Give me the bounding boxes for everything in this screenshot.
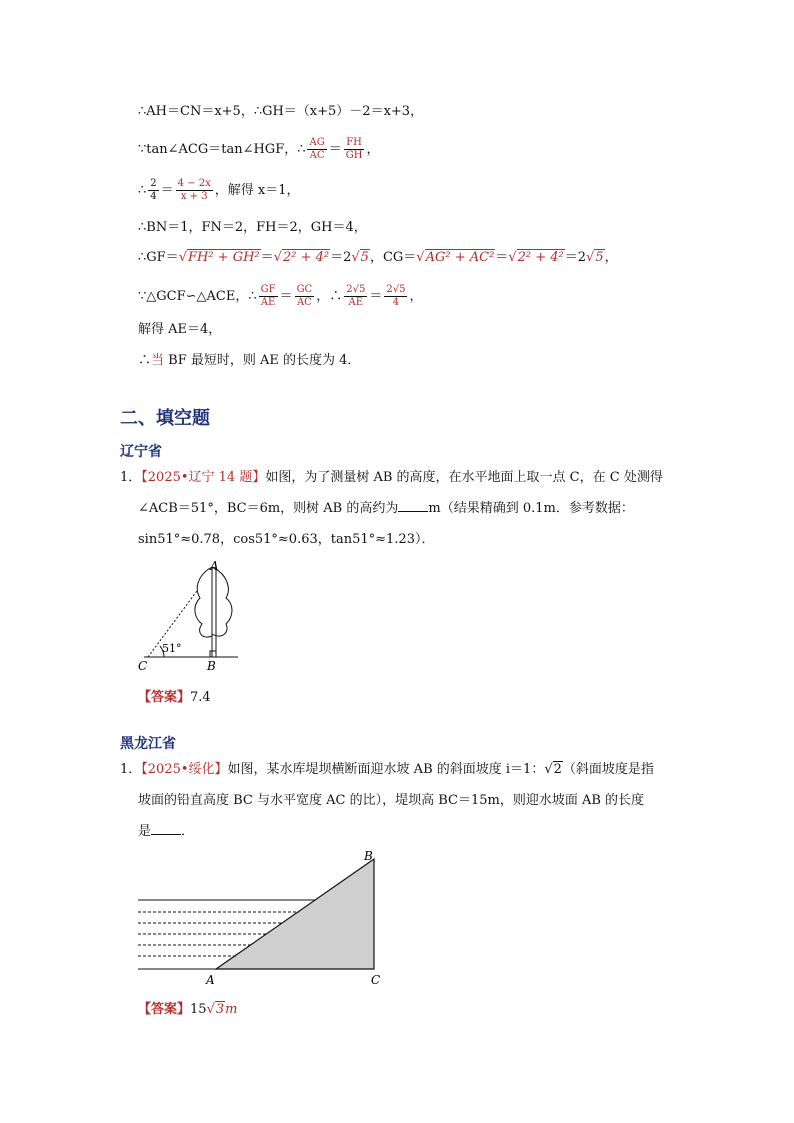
solution-line-7: 解得 AE＝4， <box>138 322 222 337</box>
question-text: 坡面的铅直高度 BC 与水平宽度 AC 的比），堤坝高 BC＝15m，则迎水坡面 AB 的长度 <box>138 793 645 808</box>
when-text: 当 <box>151 353 165 368</box>
denominator: AC <box>296 297 312 308</box>
question-2 <box>120 754 680 847</box>
line2-text: ∵tan∠ACG＝tan∠HGF，∴ <box>138 142 306 157</box>
numerator: 2√5 <box>386 284 406 295</box>
answer-blank <box>151 822 181 835</box>
sqrt-expression: 5 <box>360 250 369 265</box>
section-title: 二、填空题 <box>120 408 210 429</box>
solution-line-2 <box>138 137 379 162</box>
denominator: AE <box>260 297 276 308</box>
denominator: AE <box>348 297 364 308</box>
province-heading: 黑龙江省 <box>120 736 176 752</box>
fraction <box>148 178 158 203</box>
therefore: ∴ <box>138 353 152 368</box>
cg-label: ，CG＝ <box>369 250 417 265</box>
solution-line-5: ∴GF＝√FH² + GH²＝√2² + 4²＝2√5，CG＝√AG² + AC²＝√2² + 4²＝2√5， <box>138 250 618 265</box>
comma: ， <box>604 250 618 265</box>
denominator: GH <box>345 150 363 161</box>
sqrt-expression: 5 <box>595 250 604 265</box>
coefficient: ＝2 <box>564 250 587 265</box>
similar-text: ∵△GCF∽△ACE，∴ <box>138 289 257 304</box>
question-number: 1． <box>120 470 142 485</box>
answer-1 <box>138 686 211 705</box>
question-text: （斜面坡度是指 <box>562 762 654 777</box>
denominator: 4 <box>150 191 157 202</box>
fraction <box>344 284 367 309</box>
question-line <box>120 785 680 816</box>
right-angle-mark <box>210 651 216 657</box>
sqrt-expression: FH² + GH² <box>187 250 260 265</box>
question-line <box>120 493 680 524</box>
therefore: ∴ <box>138 183 147 198</box>
question-text: m（结果精确到 0.1m．参考数据： <box>428 501 634 516</box>
sqrt-value: 2 <box>553 762 562 777</box>
solution-line-8 <box>138 351 360 371</box>
question-text: 是 <box>138 824 152 839</box>
fraction <box>176 178 213 203</box>
question-text: 如图，某水库堤坝横断面迎水坡 AB 的斜面坡度 i＝1： <box>227 762 545 777</box>
question-text: ． <box>181 824 195 839</box>
point-label-c: C <box>138 659 148 673</box>
question-text: ∠ACB＝51°，BC＝6m，则树 AB 的高约为 <box>138 501 399 516</box>
answer-2: 【答案】15√3m <box>138 1002 238 1017</box>
question-text: sin51°≈0.78，cos51°≈0.63，tan51°≈1.23）． <box>138 532 435 547</box>
sqrt-expression: 2² + 4² <box>282 250 330 265</box>
answer-value: 7.4 <box>190 690 211 705</box>
gf-label: ∴GF＝ <box>138 250 179 265</box>
answer-blank <box>398 499 428 512</box>
line3-end: ，解得 x＝1， <box>214 183 300 198</box>
denominator: AC <box>309 150 325 161</box>
equals: ＝ <box>279 289 293 304</box>
angle-label: 51° <box>162 642 182 655</box>
question-line <box>120 816 680 847</box>
numerator: 2 <box>150 178 157 189</box>
question-line: 1．【2025•绥化】如图，某水库堤坝横断面迎水坡 AB 的斜面坡度 i＝1：√2（斜面坡度是指 <box>120 762 654 777</box>
fraction <box>307 137 326 162</box>
numerator: GC <box>296 284 313 295</box>
dam-slope-shape <box>216 859 374 969</box>
equals: ＝ <box>160 183 174 198</box>
sqrt-expression: AG² + AC² <box>425 250 495 265</box>
point-label-c: C <box>371 973 381 987</box>
fraction <box>295 284 315 309</box>
question-line <box>120 462 680 493</box>
question-1 <box>120 462 680 555</box>
answer-value: 15 <box>190 1002 207 1017</box>
point-label-b: B <box>364 849 373 863</box>
province-heading: 辽宁省 <box>120 444 162 460</box>
fraction <box>344 137 365 162</box>
answer-label: 【答案】 <box>138 1002 191 1017</box>
question-text: 如图，为了测量树 AB 的高度，在水平地面上取一点 C，在 C 处测得 <box>265 470 663 485</box>
conclusion-text: BF 最短时，则 AE 的长度为 4． <box>164 353 361 368</box>
question-source-tag: 【2025•绥化】 <box>141 762 228 777</box>
equals: ＝ <box>369 289 383 304</box>
point-label-a: A <box>210 559 219 573</box>
equals: ＝ <box>260 250 274 265</box>
numerator: FH <box>344 137 365 150</box>
question-source-tag: 【2025•辽宁 14 题】 <box>141 470 266 485</box>
numerator: AG <box>309 137 325 148</box>
denominator: x + 3 <box>180 191 208 202</box>
therefore: ，∴ <box>316 289 343 304</box>
equals: ＝ <box>328 142 342 157</box>
answer-unit: m <box>225 1002 238 1017</box>
solution-line-6 <box>138 284 422 309</box>
point-label-b: B <box>207 659 216 673</box>
question-line <box>120 524 680 555</box>
coefficient: ＝2 <box>330 250 352 265</box>
sqrt-expression: 2² + 4² <box>517 250 564 265</box>
question-number: 1． <box>120 762 142 777</box>
fraction <box>384 284 407 309</box>
equals: ＝ <box>495 250 509 265</box>
comma: ， <box>409 289 423 304</box>
solution-line-3 <box>138 178 300 203</box>
dam-figure <box>134 848 390 988</box>
tree-figure <box>136 558 248 676</box>
line2-end: ， <box>366 142 380 157</box>
solution-line-1: ∴AH＝CN＝x+5，∴GH＝（x+5）－2＝x+3， <box>138 104 424 119</box>
answer-label: 【答案】 <box>138 690 191 705</box>
answer-sqrt: 3 <box>215 1002 225 1017</box>
denominator: 4 <box>392 297 400 308</box>
fraction <box>259 284 278 309</box>
numerator: GF <box>260 284 276 295</box>
numerator: 2√5 <box>346 284 366 295</box>
point-label-a: A <box>206 973 215 987</box>
numerator: 4 − 2x <box>177 178 211 189</box>
tree-crown-icon <box>195 568 232 637</box>
solution-line-4: ∴BN＝1，FN＝2，FH＝2，GH＝4， <box>138 220 367 235</box>
